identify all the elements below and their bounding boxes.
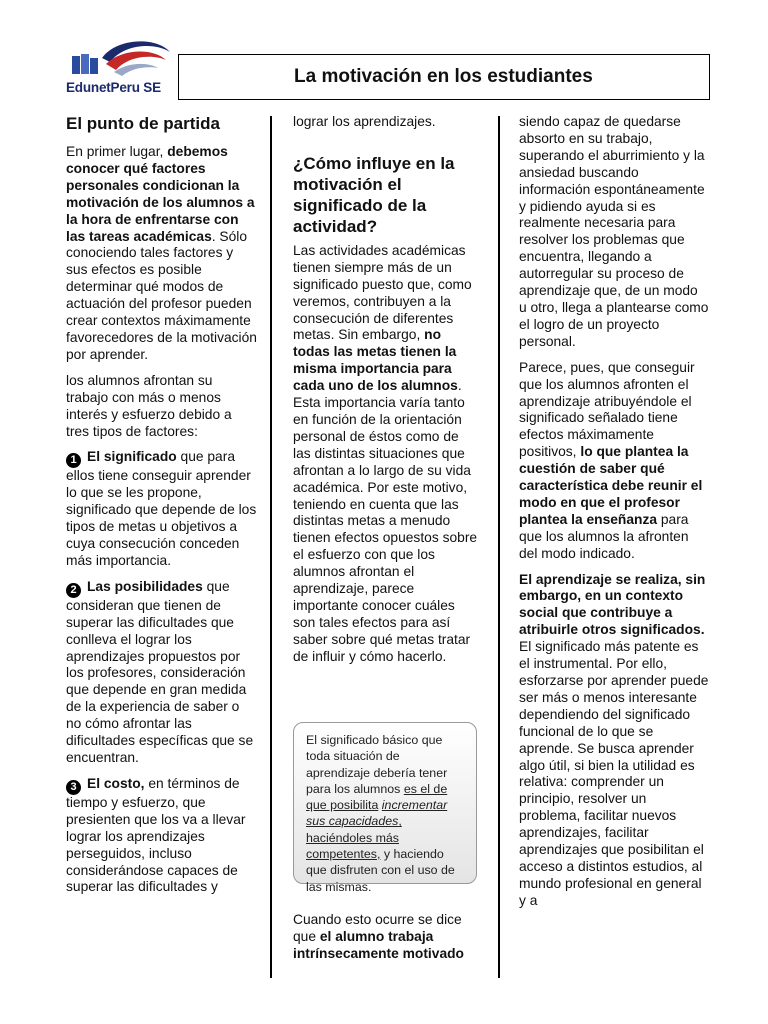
column-divider-2 (498, 116, 500, 978)
title-box (178, 54, 710, 100)
number-1-icon: 1 (66, 453, 81, 468)
column-divider-1 (270, 116, 272, 978)
list-item: 1 El significado que para ellos tiene conseguir aprender lo que se les propone, significado que depende de los tipos de metas u objetivos a cuya consecución conceden más importancia. (66, 449, 257, 568)
column-2 (293, 114, 479, 675)
list-item: 2 Las posibilidades que consideran que tienen de superar las dificultades que conlleva el lograr los aprendizajes propuestos por los profesores, consideración que depende en gran medida de la experiencia de saber o no cómo afrontar las dificultades específicas que se encuentran. (66, 578, 254, 765)
paragraph: Parece, pues, que conseguir que los alumnos afronten el aprendizaje atribuyéndole el significado señalado tiene efectos máximamente positivos, lo que plantea la cuestión de saber qué característica debe reunir el modo en que el profesor plantea la enseñanza para que los alumnos la afronten del modo indicado. (519, 359, 703, 561)
column-2-bottom (293, 912, 479, 972)
paragraph: Las actividades académicas tienen siempre más de un significado puesto que, como veremos, contribuyen a la consecución de diferentes metas. Sin embargo, no todas las metas tienen la misma importancia para cada uno de los alumnos. Esta importancia varía tanto en función de la orientación personal de éstos como de las distintas situaciones que afrontan a lo largo de su vida académica. Por este motivo, teniendo en cuenta que las distintas metas a menudo tienen efectos opuestos sobre el esfuerzo con que los alumnos afrontan el aprendizaje, parece importante conocer cuáles son tales efectos para así saber sobre qué metas tratar de influir y cómo hacerlo. (293, 242, 478, 664)
number-3-icon: 3 (66, 780, 81, 795)
paragraph: siendo capaz de quedarse absorto en su trabajo, superando el aburrimiento y la ansiedad buscando información espontáneamente y pidiendo ayuda si es realmente necesaria para resolver los problemas que encuentra, llegando a autorregular su proceso de aprendizaje que, de un modo u otro, llega a plantearse como el logro de un proyecto personal. (519, 114, 709, 349)
list-item: 3 El costo, en términos de tiempo y esfuerzo, que presienten que los va a llevar lograr los aprendizajes perseguidos, incluso considerándose capaces de superar las dificultades y (66, 775, 246, 895)
paragraph: Cuando esto ocurre se dice que el alumno trabaja intrínsecamente motivado (293, 912, 464, 961)
section-heading: El punto de partida (66, 114, 220, 133)
column-3 (519, 114, 709, 919)
paragraph: El aprendizaje se realiza, sin embargo, en un contexto social que contribuye a atribuirle otros significados. El significado más patente es el instrumental. Por ello, esforzarse por aprender puede ser más o menos interesante dependiendo del significado funcional de lo que se aprende. Se busca aprender algo útil, si bien la utilidad es relativa: comprender un principio, resolver un problema, facilitar nuevos aprendizajes, facilitar aprendizajes que posibilitan el acceso a distintos estudios, al mundo profesional en general y a (519, 571, 709, 908)
number-2-icon: 2 (66, 583, 81, 598)
callout-box: El significado básico que toda situación de aprendizaje debería tener para los alumnos es el de que posibilita incrementar sus capacidades, haciéndoles más competentes, y haciendo que disfruten con el uso de las mismas. (293, 722, 477, 884)
paragraph: los alumnos afrontan su trabajo con más o menos interés y esfuerzo debido a tres tipos de factores: (66, 372, 232, 439)
section-heading: ¿Cómo influye en la motivación el significado de la actividad? (293, 153, 455, 236)
column-1 (66, 114, 258, 905)
page-title: La motivación en los estudiantes (294, 66, 593, 87)
paragraph: lograr los aprendizajes. (293, 114, 436, 129)
paragraph: En primer lugar, debemos conocer qué factores personales condicionan la motivación de los alumnos a la hora de enfrentarse con las tareas académicas. Sólo conociendo tales factores y sus efectos es posible determinar qué modos de actuación del profesor pueden crear contextos máximamente favorecedores de la motivación por aprender. (66, 144, 257, 362)
logo-text: EdunetPeru SE (66, 80, 161, 95)
